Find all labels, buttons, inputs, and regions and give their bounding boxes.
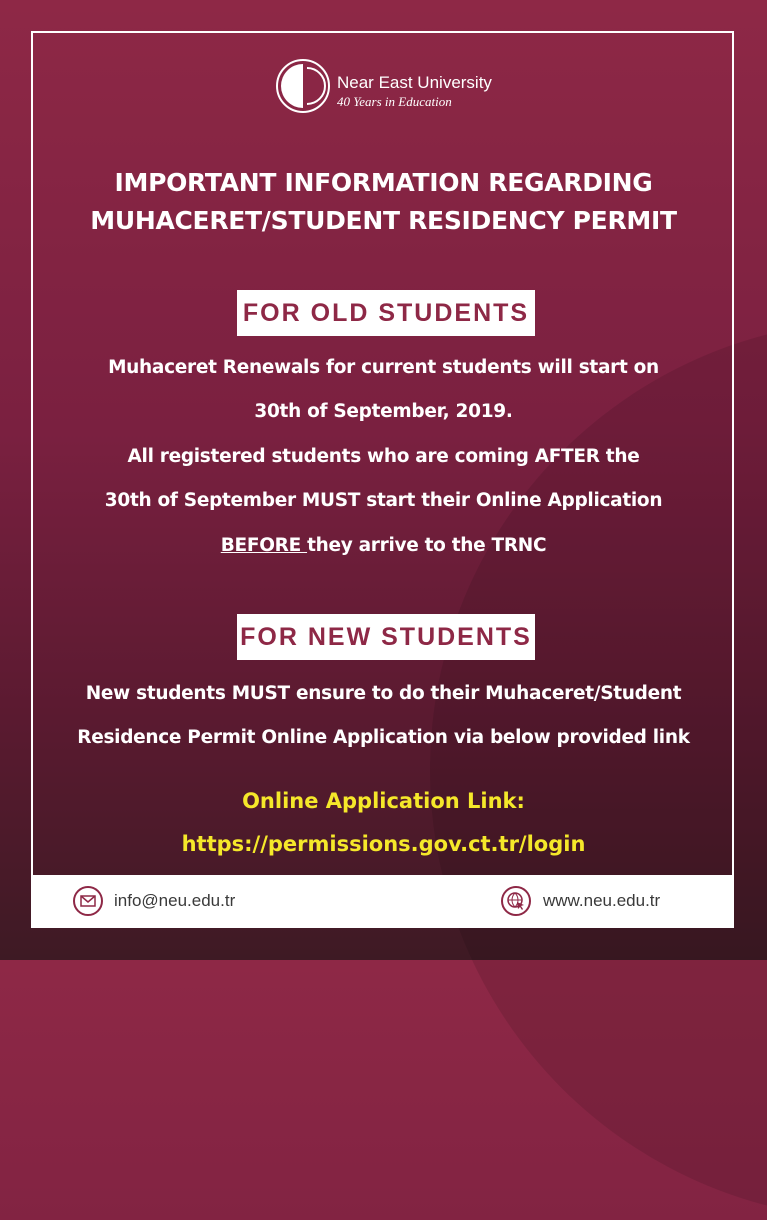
old-students-line-5 — [40, 535, 727, 556]
globe-cursor-icon — [501, 886, 531, 916]
old-students-heading: FOR OLD STUDENTS — [237, 290, 535, 336]
before-emphasis: BEFORE — [220, 535, 308, 556]
title-line-2: MUHACERET/STUDENT RESIDENCY PERMIT — [90, 206, 677, 235]
old-students-line-4: 30th of September MUST start their Online Application — [104, 490, 663, 511]
university-name: Near East University — [337, 73, 492, 92]
application-link-label: Online Application Link: — [242, 789, 525, 813]
neu-emblem-icon — [275, 58, 331, 114]
application-link-url[interactable]: https://permissions.gov.ct.tr/login — [181, 832, 586, 856]
title-line-1: IMPORTANT INFORMATION REGARDING — [114, 168, 653, 197]
new-students-line-1: New students MUST ensure to do their Muhaceret/Student — [85, 683, 682, 704]
new-students-line-2: Residence Permit Online Application via below provided link — [77, 727, 690, 748]
footer-email[interactable]: info@neu.edu.tr — [114, 891, 236, 910]
footer-website[interactable]: www.neu.edu.tr — [543, 891, 661, 910]
old-students-line-1: Muhaceret Renewals for current students will start on — [108, 357, 659, 378]
new-students-heading: FOR NEW STUDENTS — [237, 614, 535, 660]
university-tagline: 40 Years in Education — [337, 94, 452, 109]
footer-bar — [33, 875, 732, 926]
envelope-icon — [73, 886, 103, 916]
old-students-line-2: 30th of September, 2019. — [254, 401, 513, 422]
old-students-line-3: All registered students who are coming AFTER the — [127, 446, 640, 467]
old-students-line-5-rest: they arrive to the TRNC — [307, 535, 547, 556]
university-logo — [275, 58, 515, 114]
